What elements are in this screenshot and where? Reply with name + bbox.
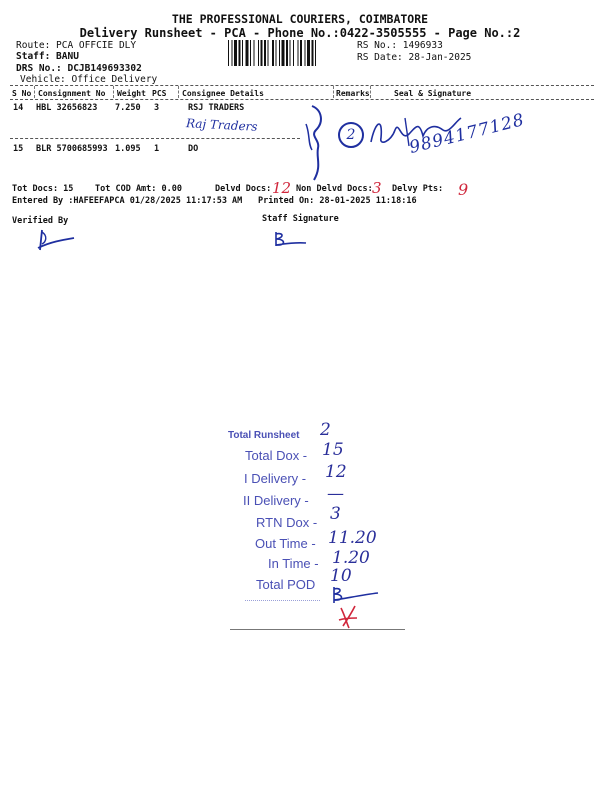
stamp-second-delivery-label: II Delivery - <box>243 493 309 508</box>
delivered-docs-value: 12 <box>272 179 292 197</box>
staff-signature-label: Staff Signature <box>262 214 339 224</box>
col-separator <box>178 86 179 98</box>
handwritten-circled-number: 2 <box>338 122 364 148</box>
col-remarks: Remarks <box>336 89 370 98</box>
stamp-red-signature <box>335 604 365 630</box>
row14-handwritten-name: Raj Traders <box>185 116 258 134</box>
company-title: THE PROFESSIONAL COURIERS, COIMBATORE <box>171 12 429 26</box>
stamp-total-runsheet-value: 2 <box>320 420 331 440</box>
stamp-in-time-value: 1.20 <box>332 548 370 568</box>
stamp-total-dox-label: Total Dox - <box>245 448 308 463</box>
col-consignee: Consignee Details <box>182 89 264 98</box>
vehicle-text: Vehicle: Office Delivery <box>20 74 158 85</box>
stamp-out-time-label: Out Time - <box>255 536 316 551</box>
row15-sno: 15 <box>13 144 24 154</box>
non-delivered-docs-label: Non Delvd Docs: <box>296 184 373 194</box>
verified-by-label: Verified By <box>12 216 69 226</box>
non-delivered-docs-value: 3 <box>372 179 382 197</box>
stamp-first-delivery-label: I Delivery - <box>244 471 307 486</box>
route-text: Route: PCA OFFCIE DLY <box>16 40 137 51</box>
drs-label: DRS No.: <box>16 63 68 74</box>
col-weight: Weight <box>117 89 146 98</box>
stamp-rtn-dox-value: 3 <box>330 504 341 524</box>
handwritten-phone: 9894177128 <box>407 110 527 158</box>
row14-pcs: 3 <box>154 103 160 113</box>
stamp-first-delivery-value: 12 <box>325 462 347 482</box>
stamp-rtn-dox-label: RTN Dox - <box>256 515 318 530</box>
col-sno: S No <box>12 89 32 98</box>
staff-value: BANU <box>56 51 79 62</box>
row15-weight: 1.095 <box>115 144 141 154</box>
col-consignment: Consignment No <box>38 89 106 98</box>
total-docs: Tot Docs: 15 <box>12 184 74 194</box>
stamp-total-dox-value: 15 <box>322 440 344 460</box>
col-seal-signature: Seal & Signature <box>394 89 472 98</box>
col-separator <box>370 86 371 98</box>
rs-date: RS Date: 28-Jan-2025 <box>357 52 472 63</box>
handwritten-bracket <box>300 100 340 190</box>
stamp-out-time-value: 11.20 <box>328 528 377 548</box>
verifier-signature <box>30 228 80 256</box>
row14-weight: 7.250 <box>115 103 141 113</box>
table-top-rule <box>10 85 594 86</box>
rs-number: RS No.: 1496933 <box>357 40 443 51</box>
stamp-total-pod-value: 10 <box>330 566 352 586</box>
total-cod-amount: Tot COD Amt: 0.00 <box>95 184 182 194</box>
row-separator <box>10 138 300 139</box>
col-separator <box>34 86 35 98</box>
stamp-faded-line <box>245 600 320 601</box>
drs-line <box>16 63 142 74</box>
delivery-points-label: Delvy Pts: <box>392 184 444 194</box>
stamp-bottom-rule <box>230 629 405 630</box>
row14-consignee: RSJ TRADERS <box>188 103 245 113</box>
row15-consignment: BLR 5700685993 <box>36 144 108 154</box>
drs-value: DCJB149693302 <box>67 63 142 74</box>
stamp-total-pod-label: Total POD <box>256 577 316 592</box>
runsheet-subtitle: Delivery Runsheet - PCA - Phone No.:0422-3505555 - Page No.:2 <box>79 26 521 40</box>
row14-sno: 14 <box>13 103 24 113</box>
staff-signature <box>270 228 320 252</box>
col-separator <box>333 86 334 98</box>
stamp-in-time-label: In Time - <box>268 556 319 571</box>
delivery-points-value: 9 <box>458 180 469 199</box>
staff-line <box>16 51 79 62</box>
barcode <box>228 40 352 66</box>
delivered-docs-label: Delvd Docs: <box>215 184 272 194</box>
staff-label: Staff: <box>16 51 57 62</box>
row15-consignee: DO <box>188 144 199 154</box>
printed-on: Printed On: 28-01-2025 11:18:16 <box>258 196 417 206</box>
stamp-second-delivery-value: — <box>327 484 344 504</box>
entered-by: Entered By :HAFEEFAPCA 01/28/2025 11:17:53 AM <box>12 196 243 206</box>
stamp-total-runsheet-label: Total Runsheet <box>228 430 300 441</box>
row14-consignment: HBL 32656823 <box>36 103 98 113</box>
col-pcs: PCS <box>152 89 167 98</box>
row15-pcs: 1 <box>154 144 160 154</box>
col-separator <box>113 86 114 98</box>
